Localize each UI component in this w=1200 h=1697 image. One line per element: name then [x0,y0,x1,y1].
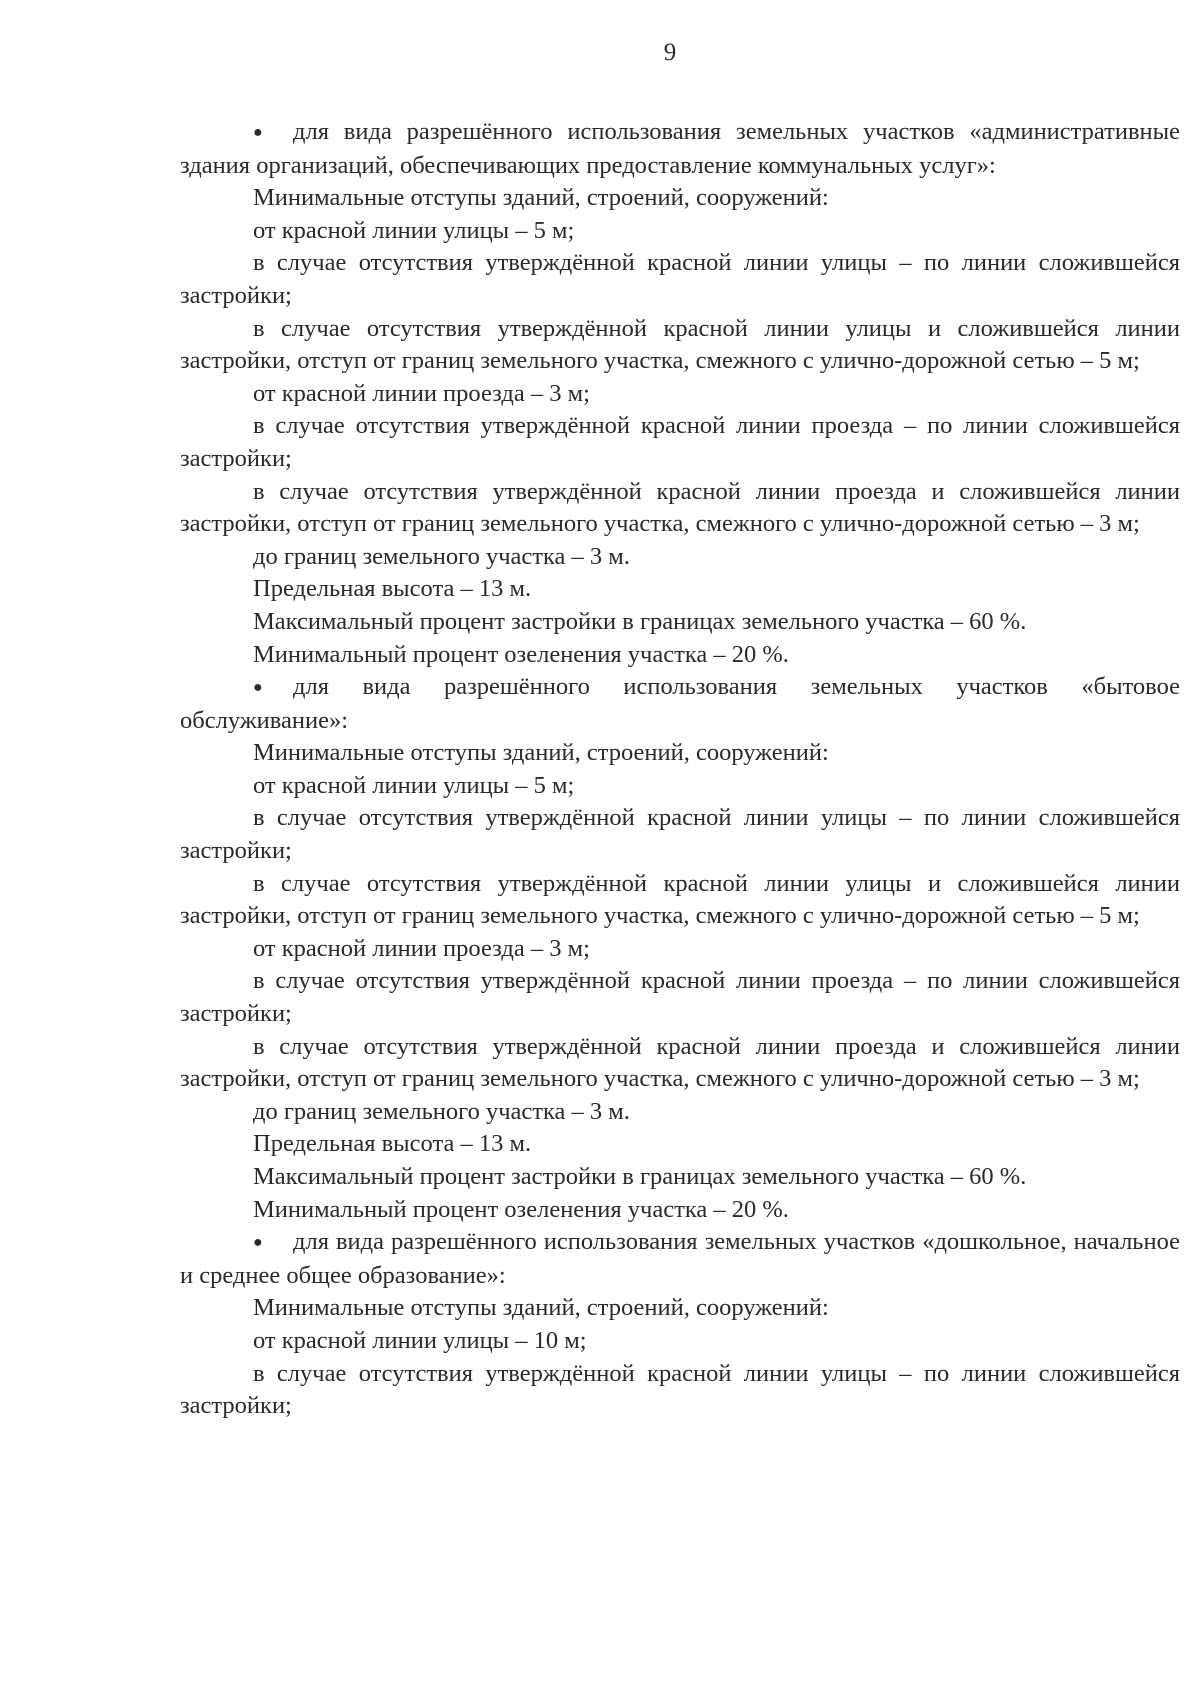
paragraph [180,1194,1180,1227]
paragraph-text: от красной линии проезда – 3 м; [253,379,590,407]
paragraph-text: Минимальные отступы зданий, строений, сооружений: [253,1294,829,1322]
paragraph-text: Максимальный процент застройки в границах земельного участка – 60 %. [253,1163,1027,1190]
paragraph-text: Минимальный процент озеленения участка – 20 %. [253,1195,789,1223]
paragraph-text: Минимальные отступы зданий, строений, сооружений: [253,184,829,212]
paragraph-text: в случае отсутствия утверждённой красной линии проезда – по линии сложившейся застройки; [180,967,1180,1028]
paragraph-text: в случае отсутствия утверждённой красной линии улицы – по линии сложившейся застройки; [180,804,1180,865]
paragraph-text: от красной линии улицы – 10 м; [253,1326,587,1354]
paragraph-text: от красной линии улицы – 5 м; [253,771,575,799]
paragraph [180,573,1180,606]
paragraph-text: в случае отсутствия утверждённой красной линии улицы – по линии сложившейся застройки; [180,249,1180,309]
paragraph [180,1161,1180,1194]
paragraph [180,802,1180,867]
bullet-paragraph [180,1226,1180,1292]
paragraph [180,1292,1180,1325]
paragraph [180,1031,1180,1096]
paragraph [180,1358,1180,1423]
paragraph-text: Минимальный процент озеленения участка – 20 %. [253,640,789,668]
document-body [180,116,1180,1423]
paragraph-text: от красной линии проезда – 3 м; [253,934,590,962]
paragraph-text: Минимальные отступы зданий, строений, сооружений: [253,739,829,767]
paragraph [180,541,1180,574]
paragraph [180,410,1180,475]
paragraph-text: в случае отсутствия утверждённой красной линии улицы и сложившейся линии застройки, отступ от границ земельного участка, смежного с улично-дорожной сетью – 5 м; [180,314,1180,375]
paragraph [180,247,1180,312]
paragraph-text: в случае отсутствия утверждённой красной линии проезда – по линии сложившейся застройки; [180,412,1180,472]
paragraph [180,1325,1180,1358]
paragraph-text: в случае отсутствия утверждённой красной линии проезда и сложившейся линии застройки, отступ от границ земельного участка, смежного с улично-дорожной сетью – 3 м; [180,477,1180,538]
paragraph-text: для вида разрешённого использования земельных участков «бытовое обслуживание»: [180,673,1180,734]
paragraph-text: в случае отсутствия утверждённой красной линии проезда и сложившейся линии застройки, отступ от границ земельного участка, смежного с улично-дорожной сетью – 3 м; [180,1032,1180,1093]
paragraph-text: до границ земельного участка – 3 м. [253,542,630,570]
bullet-icon: ● [253,1234,263,1252]
page-number: 9 [663,39,677,66]
paragraph-text: до границ земельного участка – 3 м. [253,1097,630,1125]
bullet-icon: ● [253,679,263,697]
paragraph-text: Максимальный процент застройки в границах земельного участка – 60 %. [253,607,1027,635]
paragraph-text: Предельная высота – 13 м. [253,1130,532,1158]
paragraph [180,1096,1180,1129]
paragraph [180,933,1180,966]
bullet-paragraph [180,116,1180,182]
paragraph-text: для вида разрешённого использования земельных участков «дошкольное, начальное и среднее общее образование»: [180,1228,1180,1289]
paragraph [180,182,1180,215]
paragraph [180,313,1180,378]
paragraph [180,770,1180,803]
paragraph [180,1128,1180,1161]
paragraph [180,965,1180,1030]
paragraph-text: для вида разрешённого использования земельных участков «административные здания организаций, обеспечивающих предоставление коммунальных услуг»: [180,118,1180,179]
paragraph-text: Предельная высота – 13 м. [253,575,532,603]
paragraph-text: в случае отсутствия утверждённой красной линии улицы – по линии сложившейся застройки; [180,1359,1180,1420]
bullet-paragraph [180,671,1180,737]
paragraph-text: от красной линии улицы – 5 м; [253,216,575,244]
paragraph [180,868,1180,933]
paragraph [180,606,1180,639]
paragraph [180,378,1180,411]
paragraph-text: в случае отсутствия утверждённой красной линии улицы и сложившейся линии застройки, отступ от границ земельного участка, смежного с улично-дорожной сетью – 5 м; [180,869,1180,930]
paragraph [180,476,1180,541]
paragraph [180,215,1180,248]
bullet-icon: ● [253,124,263,141]
paragraph [180,737,1180,770]
paragraph [180,639,1180,672]
